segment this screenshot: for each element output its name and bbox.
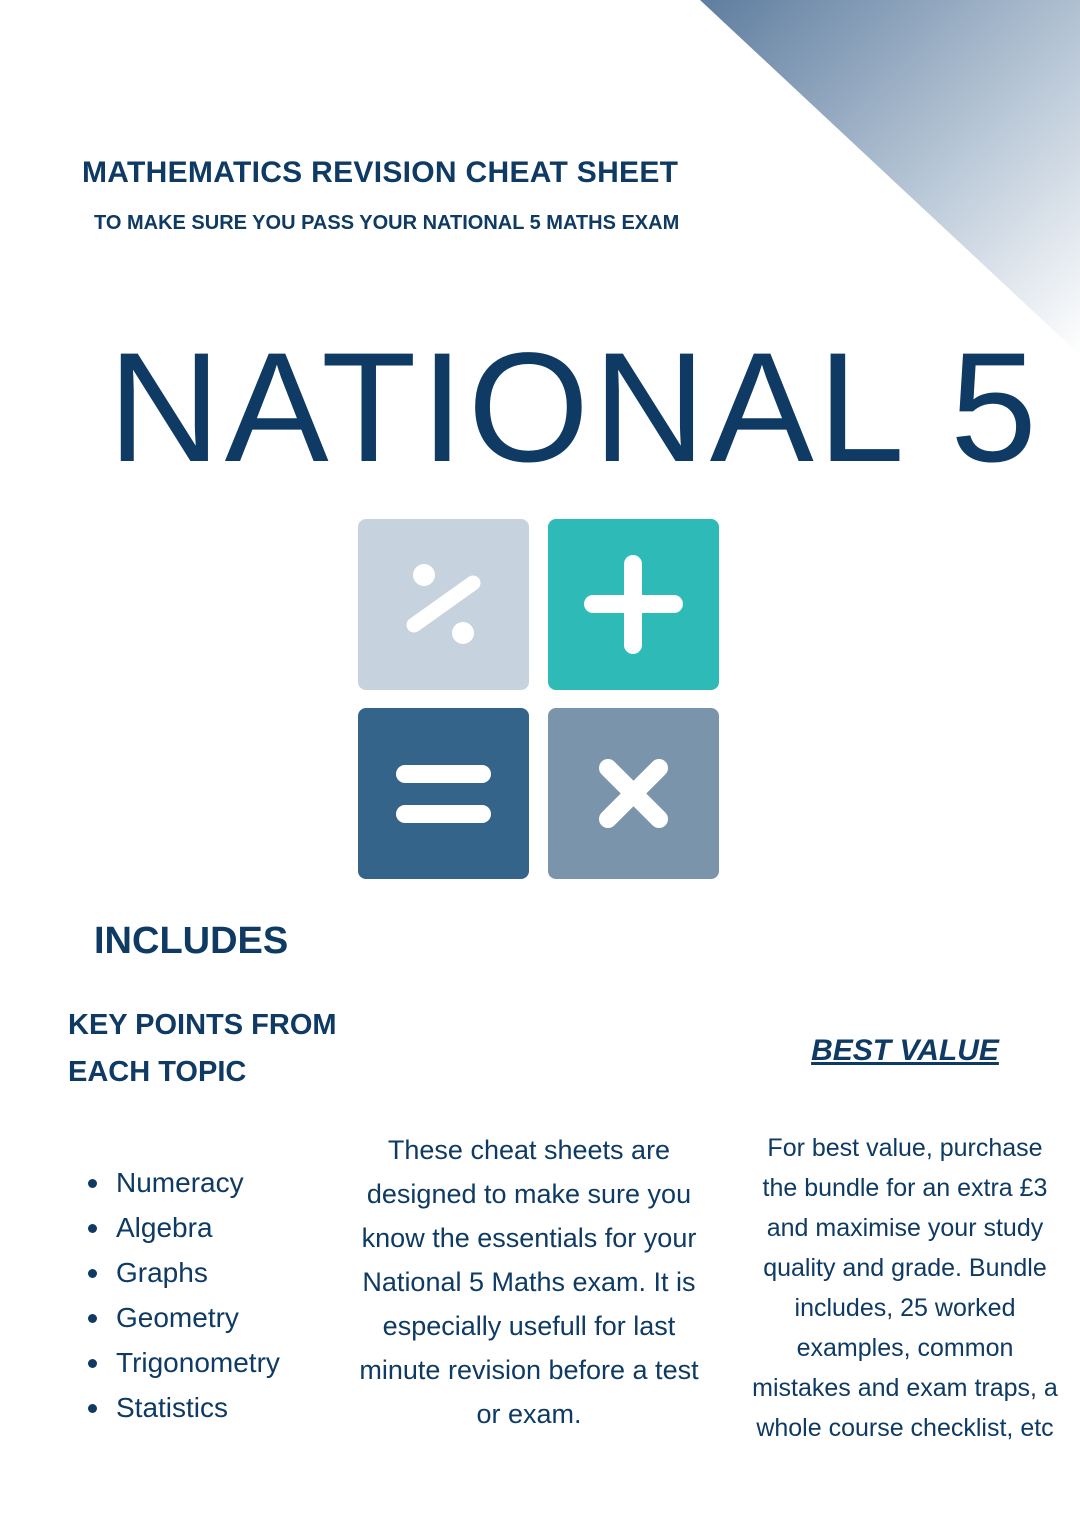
description-text: These cheat sheets are designed to make sure you know the essentials for your National 5 Maths exam. It is especially usefull for last minute revision before a test or exam. [359, 1135, 699, 1429]
topic-item-numeracy: Numeracy [84, 1160, 280, 1205]
corner-gradient-decoration [700, 0, 1080, 355]
times-tile [548, 708, 719, 879]
main-title: NATIONAL 5 [108, 321, 1041, 495]
plus-icon [548, 519, 719, 690]
best-value-text: For best value, purchase the bundle for an extra £3 and maximise your study quality and grade. Bundle includes, 25 worked examples, common mistakes and exam traps, a whole course checklist, etc [752, 1134, 1058, 1442]
topic-list [84, 1160, 280, 1430]
sheet-heading: MATHEMATICS REVISION CHEAT SHEET [82, 156, 679, 189]
percent-tile [358, 519, 529, 690]
best-value-heading: BEST VALUE [811, 1034, 999, 1067]
sheet-subheading: TO MAKE SURE YOU PASS YOUR NATIONAL 5 MATHS EXAM [94, 212, 680, 234]
times-icon [548, 708, 719, 879]
topic-item-algebra: Algebra [84, 1205, 280, 1250]
equals-tile [358, 708, 529, 879]
topic-item-trigonometry: Trigonometry [84, 1340, 280, 1385]
key-points-heading: KEY POINTS FROM EACH TOPIC [68, 1009, 337, 1088]
includes-heading: INCLUDES [94, 920, 289, 962]
topic-item-graphs: Graphs [84, 1250, 280, 1295]
plus-tile [548, 519, 719, 690]
percent-icon [358, 519, 529, 690]
topic-item-statistics: Statistics [84, 1385, 280, 1430]
topic-item-geometry: Geometry [84, 1295, 280, 1340]
equals-icon [358, 708, 529, 879]
